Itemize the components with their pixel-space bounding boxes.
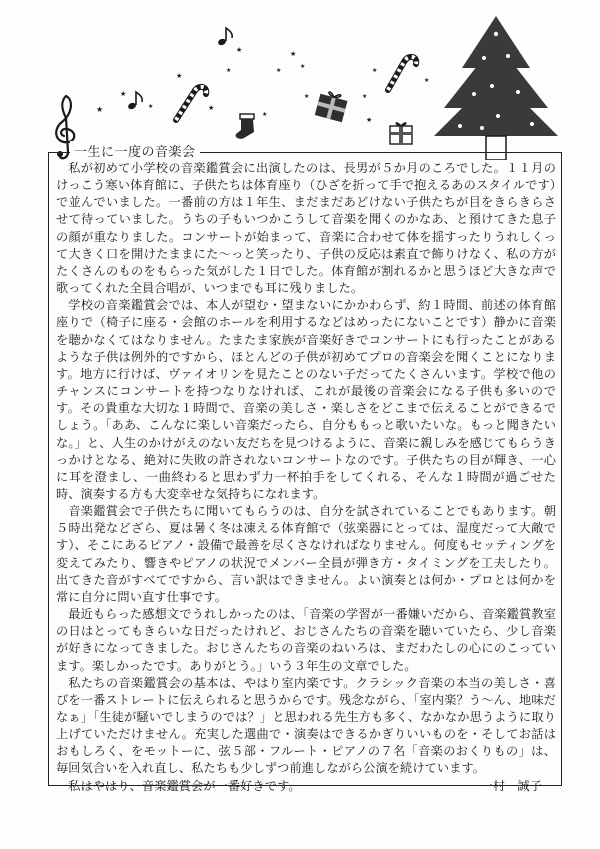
svg-text:★: ★	[372, 67, 378, 74]
christmas-stocking-icon	[236, 114, 254, 139]
svg-text:★: ★	[148, 103, 154, 110]
closing-sentence: 私はやはり、音楽鑑賞会が一番好きです。	[68, 778, 301, 793]
svg-text:★: ★	[176, 72, 183, 80]
star-icon	[96, 46, 429, 124]
christmas-tree-icon	[434, 16, 558, 160]
paragraph: 学校の音楽鑑賞会では、本人が望む・望まないにかかわらず、約１時間、前述の体育館座りで（椅子に座る・会館のホールを利用するなどはめったにないことです）静かに音楽を聴かなくてはなりません。たまたま家族が音楽好きでコンサートにも行ったことがあるような子供は例外的ですから、ほとんどの子供が初めてプロの音楽会を聞くことになります。地方に行けば、ヴァイオリンを見たことのない子だってたくさんいます。学校で他のチャンスにコンサートを持つなりなければ、これが最後の音楽会になる子供も多いのです。その貴重な大切な１時間で、音楽の美しさ・楽しさをどこまで伝えることができるでしょう。「ああ、こんなに楽しい音楽だったら、自分ももっと歌いたいな。もっと聞きたいな。」と、人生のかけがえのない友だちを見つけるように、音楽に親しみを感じてもらうきっかけとなる、絶対に失敗の許されないコンサートなのです。子供たちの目が輝き、一心に耳を澄まし、一曲終わると思わず力一杯拍手をしてくれる、そんな１時間が過ごせた時、演奏する方も大変幸せな気持ちになれます。	[56, 298, 556, 501]
svg-text:★: ★	[208, 104, 215, 112]
svg-text:★: ★	[362, 93, 368, 100]
svg-text:★: ★	[96, 105, 104, 114]
svg-text:★: ★	[290, 50, 297, 58]
gift-box-icon	[315, 90, 349, 122]
paragraph: 私たちの音楽鑑賞会の基本は、やはり室内楽です。クラシック音楽の本当の美しさ・喜びを一番ストレートに伝えられると思うからです。残念ながら、「室内楽？う～ん、地味だなぁ」「生徒が騒いでしまうのでは？」と思われる先生方も多く、なかなか思うように取り上げていただけません。充実した選曲で・演奏はできるかぎりいいものを・そしてお話はおもしろく、をモットーに、弦５部・フルート・ピアノの７名「音楽のおくりもの」は、毎回気合いを入れ直し、私たちも少しずつ前進しながら公演を続けています。	[56, 675, 556, 776]
svg-text:★: ★	[262, 111, 268, 118]
paragraph: 私が初めて小学校の音楽鑑賞会に出演したのは、長男が５か月のころでした。１１月のけっこう寒い体育館に、子供たちは体育座り（ひざを折って手で抱えるあのスタイルです）で並んでいました。一番前の方は１年生、まだまだあどけない子供たちが目をきらきらさせて待っていました。うちの子もいつかこうして音楽を聞くのかなあ、と預けてきた息子の顔が重なりました。コンサートが始まって、音楽に合わせて体を揺すったりうれしくって大きく口を開けたままにた～っと笑ったり、子供の反応は素直で飾りけなく、私の方がたくさんのものをもらった気がした１日でした。体育館が割れるかと思うほど大きな声で歌ってくれた全員合唱が、いつまでも耳に残りました。	[56, 161, 556, 296]
candy-cane-icon	[388, 57, 416, 90]
closing-line	[56, 778, 556, 795]
svg-text:★: ★	[226, 67, 232, 74]
author-name: 一村 誠子	[480, 778, 542, 793]
svg-text:★: ★	[304, 93, 310, 100]
article-body	[56, 160, 556, 795]
svg-text:★: ★	[424, 77, 430, 84]
svg-text:★: ★	[276, 67, 282, 74]
eighth-note-icon	[217, 28, 232, 46]
paragraph: 音楽鑑賞会で子供たちに聞いてもらうのは、自分を試されていることでもあります。朝５時出発などざら、夏は暑く冬は凍える体育館で（弦楽器にとっては、湿度だって大敵です）、そこにあるピアノ・設備で最善を尽くさなければなりません。何度もセッティングを変えてみたり、響きやピアノの状況でメンバー全員が弾き方・タイミングを工夫したり。出てきた音がすべてですから、言い訳はできません。よい演奏とは何か・プロとは何かを常に自分に問い直す仕事です。	[56, 504, 556, 604]
header-illustration	[0, 0, 600, 160]
svg-text:★: ★	[120, 90, 127, 98]
article-title: 一生に一度の音楽会	[70, 141, 200, 160]
eighth-note-icon	[127, 92, 142, 110]
svg-text:★: ★	[366, 116, 373, 124]
svg-text:★: ★	[300, 63, 306, 70]
svg-text:★: ★	[236, 46, 243, 54]
candy-cane-icon	[176, 87, 206, 120]
paragraph: 最近もらった感想文でうれしかったのは、「音楽の学習が一番嫌いだから、音楽鑑賞教室の日はとってもきらいな日だったけれど、おじさんたちの音楽を聴いていたら、少し音楽が好きになってきました。おじさんたちの音楽のねいろは、まだわたしの心にのこっています。楽しかったです。ありがとう。」いう３年生の文章でした。	[56, 607, 556, 673]
gift-box-icon	[390, 123, 412, 144]
